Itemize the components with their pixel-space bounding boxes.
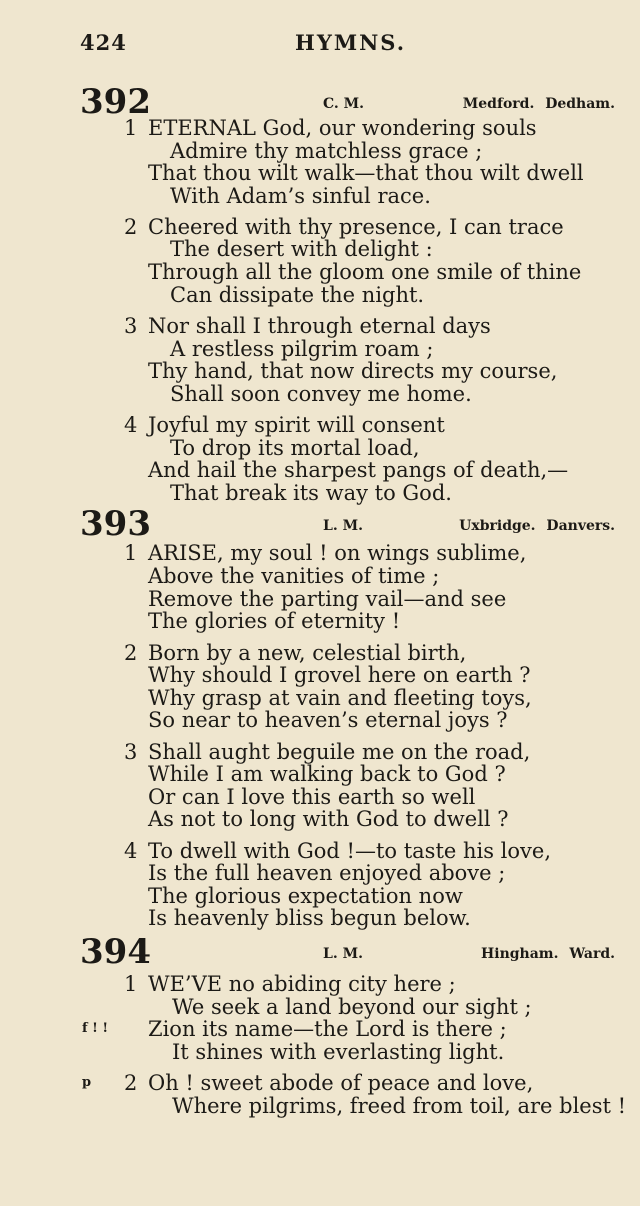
- verse-line: That break its way to God.: [170, 481, 452, 505]
- verse-line: Cheered with thy presence, I can trace: [148, 215, 564, 239]
- verse-line: Or can I love this earth so well: [148, 785, 476, 809]
- verse-number: 2: [124, 1071, 138, 1095]
- page-header: [80, 30, 620, 60]
- verse-number: 4: [124, 413, 138, 437]
- verse-line: Nor shall I through eternal days: [148, 314, 491, 338]
- verse-line: While I am walking back to God ?: [148, 762, 506, 786]
- verse-line: To dwell with God !—to taste his love,: [148, 839, 552, 863]
- verse-line: The desert with delight :: [170, 237, 433, 261]
- verse-number: 3: [124, 740, 138, 764]
- verse-line: It shines with everlasting light.: [172, 1040, 505, 1064]
- verse-line: ARISE, my soul ! on wings sublime,: [148, 541, 527, 565]
- hymn-meter: L. M.: [323, 946, 363, 962]
- verse-line: Oh ! sweet abode of peace and love,: [148, 1071, 534, 1095]
- verse-number: 2: [124, 641, 138, 665]
- verse-line: A restless pilgrim roam ;: [170, 337, 434, 361]
- hymn-393-heading: [80, 504, 615, 544]
- verse-number: 1: [124, 116, 138, 140]
- verse-line: With Adam’s sinful race.: [170, 184, 431, 208]
- verse-line: Shall soon convey me home.: [170, 382, 472, 406]
- verse-line: Is the full heaven enjoyed above ;: [148, 861, 506, 885]
- verse-number: 4: [124, 839, 138, 863]
- hymn-meter: C. M.: [323, 96, 365, 112]
- hymn-number: 392: [80, 82, 151, 122]
- verse-line: And hail the sharpest pangs of death,—: [148, 458, 569, 482]
- dynamics-mark: f ! !: [82, 1021, 109, 1036]
- verse-line: The glories of eternity !: [148, 609, 401, 633]
- verse-number: 1: [124, 541, 138, 565]
- verse-line: Zion its name—the Lord is there ;: [148, 1017, 507, 1041]
- hymn-tunes: Uxbridge. Danvers.: [459, 518, 615, 534]
- verse-line: That thou wilt walk—that thou wilt dwell: [148, 161, 584, 185]
- verse-line: The glorious expectation now: [148, 884, 463, 908]
- verse-number: 3: [124, 314, 138, 338]
- verse-line: Why should I grovel here on earth ?: [148, 663, 531, 687]
- hymn-tunes: Medford. Dedham.: [462, 96, 615, 112]
- verse-line: Can dissipate the night.: [170, 283, 425, 307]
- page-number: 424: [80, 30, 127, 55]
- dynamics-mark: p: [82, 1075, 92, 1090]
- hymn-tunes: Hingham. Ward.: [481, 946, 615, 962]
- verse-number: 1: [124, 972, 138, 996]
- verse-line: WE’VE no abiding city here ;: [148, 972, 456, 996]
- verse-number: 2: [124, 215, 138, 239]
- verse-line: Remove the parting vail—and see: [148, 587, 507, 611]
- verse-line: Admire thy matchless grace ;: [170, 139, 483, 163]
- running-title: HYMNS.: [295, 30, 407, 55]
- verse-line: Born by a new, celestial birth,: [148, 641, 467, 665]
- hymn-number: 394: [80, 932, 151, 972]
- verse-line: We seek a land beyond our sight ;: [172, 995, 532, 1019]
- verse-line: So near to heaven’s eternal joys ?: [148, 708, 508, 732]
- verse-line: Joyful my spirit will consent: [148, 413, 445, 437]
- verse-line: Where pilgrims, freed from toil, are blest !: [172, 1094, 627, 1118]
- verse-line: Thy hand, that now directs my course,: [148, 359, 558, 383]
- verse-line: Above the vanities of time ;: [148, 564, 440, 588]
- verse-line: To drop its mortal load,: [170, 436, 420, 460]
- verse-line: Shall aught beguile me on the road,: [148, 740, 531, 764]
- verse-line: Through all the gloom one smile of thine: [148, 260, 582, 284]
- verse-line: Why grasp at vain and fleeting toys,: [148, 686, 532, 710]
- verse-line: ETERNAL God, our wondering souls: [148, 116, 537, 140]
- hymn-number: 393: [80, 504, 151, 544]
- hymn-meter: L. M.: [323, 518, 363, 534]
- hymn-394-heading: [80, 932, 615, 972]
- verse-line: Is heavenly bliss begun below.: [148, 906, 471, 930]
- verse-line: As not to long with God to dwell ?: [148, 807, 509, 831]
